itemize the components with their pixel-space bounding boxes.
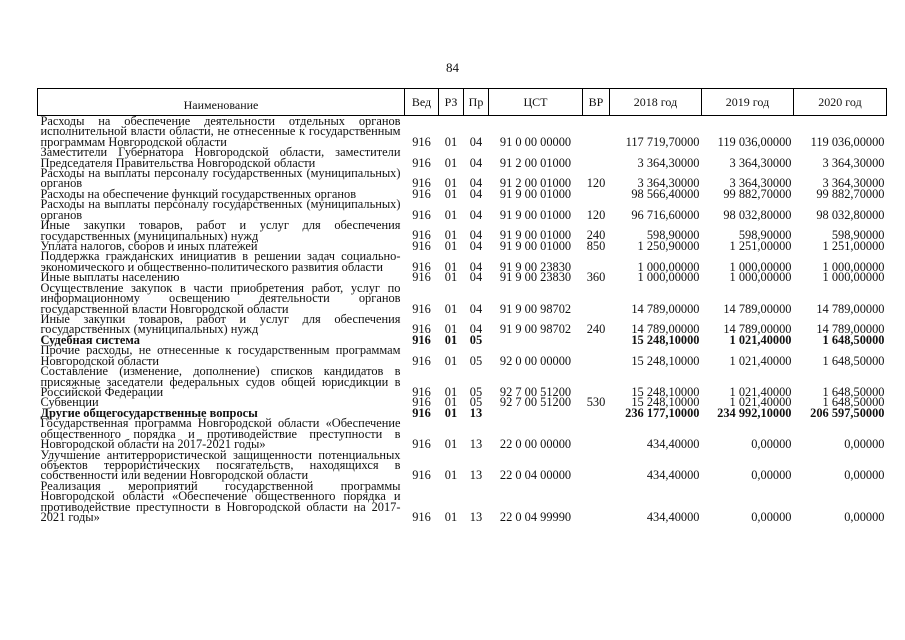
row-vr: 850 (586, 238, 606, 253)
row-amount-2019: 3 364,30000 (729, 155, 792, 170)
row-rz: 01 (444, 155, 458, 170)
row-amount-2018: 14 789,00000 (631, 322, 700, 337)
row-amount-2018: 3 364,30000 (637, 155, 700, 170)
table-row (38, 345, 887, 366)
row-pr: 13 (469, 437, 483, 452)
row-cst: 91 2 00 01000 (499, 176, 572, 191)
row-amount-2019: 14 789,00000 (723, 301, 792, 316)
row-rz: 01 (444, 509, 458, 524)
row-amount-2020: 98 032,80000 (816, 207, 885, 222)
row-pr: 13 (469, 405, 483, 420)
row-pr: 04 (469, 301, 483, 316)
row-vr (583, 147, 610, 168)
row-name: Составление (изменение, дополнение) списков кандидатов в присяжные заседатели федеральных судов общей юрисдикции в Российской Федерации (40, 364, 401, 399)
row-rz: 01 (444, 134, 458, 149)
table-row (38, 251, 887, 272)
row-amount-2020: 1 000,00000 (822, 270, 885, 285)
row-ved: 916 (412, 301, 431, 316)
row-name: Судебная система (40, 332, 140, 347)
table-row (38, 283, 887, 314)
row-amount-2020: 99 882,70000 (816, 186, 885, 201)
row-vr: 120 (586, 207, 606, 222)
row-pr: 05 (469, 395, 483, 410)
header-2018: 2018 год (610, 89, 702, 116)
row-rz: 01 (444, 353, 458, 368)
row-pr: 04 (469, 270, 483, 285)
row-rz: 01 (444, 405, 458, 420)
row-rz: 01 (444, 322, 458, 337)
row-vr (583, 481, 610, 523)
row-cst: 91 0 00 00000 (499, 134, 572, 149)
row-ved: 916 (412, 207, 431, 222)
table-body (38, 116, 887, 523)
row-amount-2019: 0,00000 (751, 468, 792, 483)
row-name: Уплата налогов, сборов и иных платежей (40, 239, 258, 254)
row-amount-2018: 1 250,90000 (637, 238, 700, 253)
row-cst: 22 0 04 99990 (499, 509, 572, 524)
row-amount-2019: 3 364,30000 (729, 176, 792, 191)
row-ved: 916 (412, 186, 431, 201)
row-amount-2018: 15 248,10000 (631, 395, 700, 410)
row-rz: 01 (444, 301, 458, 316)
row-amount-2020: 1 648,50000 (822, 384, 885, 399)
row-ved: 916 (412, 176, 431, 191)
row-rz: 01 (444, 176, 458, 191)
row-rz: 01 (444, 270, 458, 285)
row-vr: 240 (586, 228, 606, 243)
row-cst: 91 9 00 98702 (499, 301, 572, 316)
row-amount-2019: 1 000,00000 (729, 270, 792, 285)
header-pr: Пр (464, 89, 489, 116)
row-amount-2019: 1 021,40000 (729, 384, 792, 399)
row-name: Улучшение антитеррористической защищенности потенциальных объектов террористических посягательств, находящихся в собственности или ведении Новгородской области (40, 447, 401, 483)
row-amount-2020: 598,90000 (831, 228, 885, 243)
row-ved: 916 (412, 468, 431, 483)
row-amount-2018: 1 000,00000 (637, 270, 700, 285)
row-vr (583, 189, 610, 200)
row-amount-2020: 1 251,00000 (822, 238, 885, 253)
row-pr: 05 (469, 353, 483, 368)
row-ved: 916 (412, 134, 431, 149)
row-amount-2019: 98 032,80000 (723, 207, 792, 222)
table-header (38, 89, 887, 116)
row-amount-2019: 1 021,40000 (729, 353, 792, 368)
row-ved: 916 (412, 270, 431, 285)
row-amount-2019: 598,90000 (738, 228, 792, 243)
row-cst (489, 408, 583, 419)
row-cst: 91 9 00 01000 (499, 207, 572, 222)
row-name: Иные закупки товаров, работ и услуг для обеспечения государственных (муниципальных) нужд (40, 312, 401, 337)
row-amount-2018: 14 789,00000 (631, 301, 700, 316)
row-rz: 01 (444, 259, 458, 274)
row-amount-2020: 1 648,50000 (822, 353, 885, 368)
table-row (38, 168, 887, 189)
row-amount-2018: 96 716,60000 (631, 207, 700, 222)
row-name: Расходы на обеспечение деятельности отдельных органов исполнительной власти области, не отнесенные к государственным программам Новгородской области (40, 114, 401, 149)
row-pr: 04 (469, 322, 483, 337)
row-amount-2020: 119 036,00000 (810, 134, 885, 149)
row-cst: 91 9 00 98702 (499, 322, 572, 337)
row-cst: 91 9 00 23830 (499, 270, 572, 285)
table-row (38, 418, 887, 449)
header-cst: ЦСТ (489, 89, 583, 116)
row-pr: 04 (469, 186, 483, 201)
row-pr: 04 (469, 259, 483, 274)
row-cst: 92 7 00 51200 (499, 395, 572, 410)
table-row (38, 147, 887, 168)
row-ved: 916 (412, 509, 431, 524)
row-rz: 01 (444, 186, 458, 201)
row-ved: 916 (412, 238, 431, 253)
row-rz: 01 (444, 384, 458, 399)
row-pr: 04 (469, 176, 483, 191)
row-amount-2020: 0,00000 (844, 468, 885, 483)
row-name: Расходы на выплаты персоналу государственных (муниципальных) органов (40, 197, 401, 222)
row-amount-2020: 14 789,00000 (816, 322, 885, 337)
row-ved: 916 (412, 155, 431, 170)
row-amount-2018: 3 364,30000 (637, 176, 700, 191)
row-amount-2018: 236 177,10000 (625, 405, 700, 420)
row-vr (583, 450, 610, 481)
row-vr: 360 (586, 270, 606, 285)
row-amount-2018: 15 248,10000 (631, 353, 700, 368)
row-amount-2020: 1 648,50000 (822, 332, 885, 347)
row-amount-2020: 0,00000 (844, 437, 885, 452)
row-name: Другие общегосударственные вопросы (40, 405, 258, 420)
row-rz: 01 (444, 238, 458, 253)
row-amount-2020: 206 597,50000 (810, 405, 885, 420)
row-vr (583, 335, 610, 346)
row-vr (583, 251, 610, 272)
row-cst: 22 0 04 00000 (499, 468, 572, 483)
row-amount-2018: 1 000,00000 (637, 259, 700, 274)
row-amount-2018: 98 566,40000 (631, 186, 700, 201)
row-name: Поддержка гражданских инициатив в решении задач социально-экономического и общественно-политического развития области (40, 249, 401, 274)
row-name: Реализация мероприятий государственной программы Новгородской области «Обеспечение общественного порядка и противодействие преступности в Новгородской области на 2017-2021 годы» (40, 478, 401, 524)
row-amount-2018: 15 248,10000 (631, 384, 700, 399)
row-name: Субвенции (40, 395, 99, 410)
row-amount-2020: 0,00000 (844, 509, 885, 524)
row-rz: 01 (444, 332, 458, 347)
row-cst: 92 7 00 51200 (499, 384, 572, 399)
row-pr: 05 (469, 332, 483, 347)
table-row (38, 366, 887, 397)
row-amount-2019: 14 789,00000 (723, 322, 792, 337)
row-amount-2019: 1 251,00000 (729, 238, 792, 253)
row-name: Осуществление закупок в части приобретения работ, услуг по информационному освещению деятельности органов государственной власти Новгородской области (40, 280, 401, 316)
row-vr (583, 408, 610, 419)
row-vr (583, 283, 610, 314)
row-pr: 04 (469, 238, 483, 253)
row-pr: 04 (469, 207, 483, 222)
row-name: Иные закупки товаров, работ и услуг для обеспечения государственных (муниципальных) нужд (40, 218, 401, 243)
row-name: Государственная программа Новгородской области «Обеспечение общественного порядка и противодействие преступности в Новгородской области на 2017-2021 годы» (40, 416, 401, 452)
row-cst (489, 335, 583, 346)
header-ved: Вед (405, 89, 439, 116)
row-cst: 91 9 00 23830 (499, 259, 572, 274)
table-row (38, 220, 887, 241)
header-2019: 2019 год (702, 89, 794, 116)
row-cst: 91 9 00 01000 (499, 228, 572, 243)
row-amount-2019: 234 992,10000 (717, 405, 792, 420)
row-ved: 916 (412, 322, 431, 337)
row-amount-2020: 14 789,00000 (816, 301, 885, 316)
row-name: Расходы на обеспечение функций государственных органов (40, 186, 357, 201)
row-pr: 13 (469, 468, 483, 483)
row-amount-2019: 1 000,00000 (729, 259, 792, 274)
row-cst: 91 9 00 01000 (499, 186, 572, 201)
header-rz: РЗ (439, 89, 464, 116)
row-amount-2018: 434,40000 (646, 437, 700, 452)
row-pr: 04 (469, 155, 483, 170)
row-name: Заместители Губернатора Новгородской области, заместители Председателя Правительства Новгородской области (40, 145, 401, 170)
row-amount-2018: 15 248,10000 (631, 332, 700, 347)
row-cst: 22 0 00 00000 (499, 437, 572, 452)
row-pr: 04 (469, 228, 483, 243)
table-row (38, 481, 887, 523)
row-ved: 916 (412, 332, 431, 347)
header-vr: ВР (583, 89, 610, 116)
table-row (38, 199, 887, 220)
row-pr: 04 (469, 134, 483, 149)
row-vr (583, 116, 610, 148)
row-ved: 916 (412, 437, 431, 452)
page-number: 84 (446, 60, 459, 75)
table-row (38, 116, 887, 148)
row-amount-2019: 99 882,70000 (723, 186, 792, 201)
row-amount-2018: 434,40000 (646, 509, 700, 524)
row-name: Иные выплаты населению (40, 270, 180, 285)
row-amount-2019: 0,00000 (751, 509, 792, 524)
row-vr: 120 (586, 176, 606, 191)
header-name: Наименование (38, 89, 405, 116)
row-ved: 916 (412, 384, 431, 399)
row-amount-2019: 1 021,40000 (729, 332, 792, 347)
row-amount-2018: 117 719,70000 (625, 134, 700, 149)
header-2020: 2020 год (794, 89, 887, 116)
budget-table (37, 88, 887, 522)
row-amount-2020: 1 648,50000 (822, 395, 885, 410)
row-ved: 916 (412, 405, 431, 420)
row-amount-2019: 119 036,00000 (717, 134, 792, 149)
row-cst: 91 2 00 01000 (499, 155, 572, 170)
row-cst: 91 9 00 01000 (499, 238, 572, 253)
row-vr (583, 418, 610, 449)
row-cst: 92 0 00 00000 (499, 353, 572, 368)
row-vr: 240 (586, 322, 606, 337)
table-row (38, 314, 887, 335)
row-vr (583, 345, 610, 366)
row-pr: 13 (469, 509, 483, 524)
row-rz: 01 (444, 468, 458, 483)
row-rz: 01 (444, 228, 458, 243)
table-row (38, 450, 887, 481)
row-ved: 916 (412, 395, 431, 410)
row-name: Расходы на выплаты персоналу государственных (муниципальных) органов (40, 166, 401, 191)
row-rz: 01 (444, 437, 458, 452)
row-rz: 01 (444, 395, 458, 410)
row-amount-2020: 1 000,00000 (822, 259, 885, 274)
row-ved: 916 (412, 259, 431, 274)
row-ved: 916 (412, 228, 431, 243)
row-ved: 916 (412, 353, 431, 368)
row-amount-2018: 434,40000 (646, 468, 700, 483)
row-vr (583, 366, 610, 397)
row-amount-2018: 598,90000 (646, 228, 700, 243)
row-name: Прочие расходы, не отнесенные к государственным программам Новгородской области (40, 343, 401, 368)
row-amount-2019: 1 021,40000 (729, 395, 792, 410)
row-rz: 01 (444, 207, 458, 222)
row-amount-2020: 3 364,30000 (822, 176, 885, 191)
row-pr: 05 (469, 384, 483, 399)
row-amount-2020: 3 364,30000 (822, 155, 885, 170)
row-vr: 530 (586, 395, 606, 410)
row-amount-2019: 0,00000 (751, 437, 792, 452)
